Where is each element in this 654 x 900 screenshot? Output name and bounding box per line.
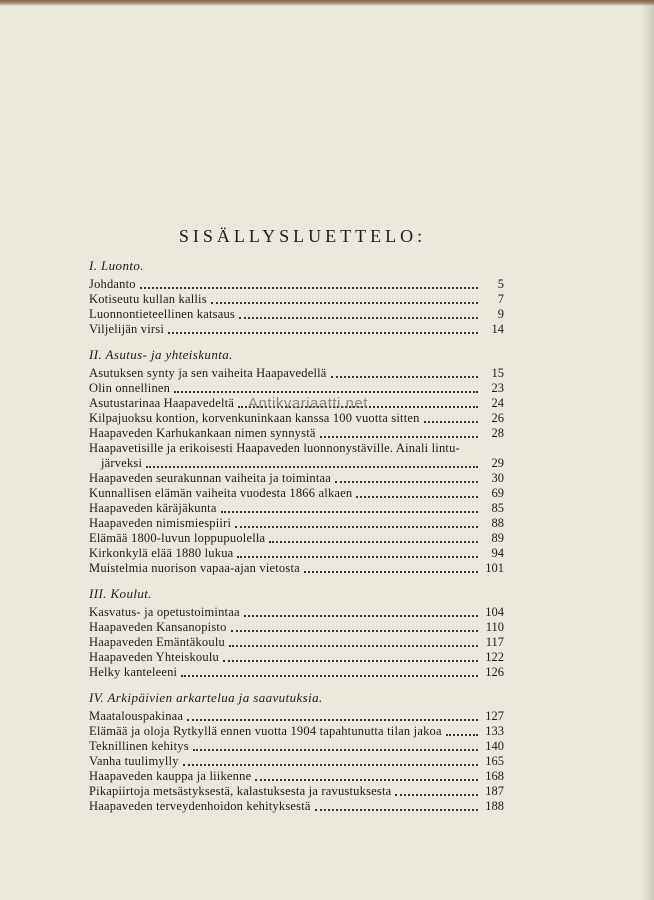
toc-entry-title: Haapaveden Kansanopisto <box>89 620 227 634</box>
toc-entry-leader-dots <box>181 665 478 677</box>
toc-entry-page-number: 9 <box>497 307 504 322</box>
toc-entry-leader-dots <box>315 799 478 811</box>
toc-entry-page-number: 7 <box>497 292 504 307</box>
toc-entry-leader-dots <box>304 561 478 573</box>
toc-entry <box>89 456 504 471</box>
toc-entry-leader-dots <box>231 620 478 632</box>
toc-entry-title: Haapaveden Yhteiskoulu <box>89 650 219 664</box>
toc-entry-page-number: 28 <box>491 426 504 441</box>
toc-entry-title: Maatalouspakinaa <box>89 709 184 723</box>
toc-entry <box>89 635 504 650</box>
toc-entry-title: Haapaveden Emäntäkoulu <box>89 635 225 649</box>
toc-entry-page-number: 165 <box>485 754 504 768</box>
toc-section <box>89 690 504 814</box>
toc-entry-title: Haapaveden nimismiespiiri <box>89 516 232 530</box>
toc-entry <box>89 769 504 784</box>
section-heading: IV. Arkipäivien arkartelua ja saavutuksia. <box>89 689 323 705</box>
toc-entry-leader-dots <box>140 277 478 289</box>
toc-entry-title: Muistelmia nuorison vapaa-ajan vietosta <box>89 561 300 575</box>
toc-entry-leader-dots <box>146 456 478 468</box>
toc-entry <box>89 546 504 561</box>
toc-entry-page-number: 23 <box>491 381 504 396</box>
toc-entry-page-number: 14 <box>491 322 504 337</box>
toc-entry-page-number: 127 <box>485 709 504 723</box>
toc-entry-page-number: 101 <box>485 561 504 575</box>
toc-entry-title: Haapaveden käräjäkunta <box>89 501 217 515</box>
toc-entry-page-number: 69 <box>491 486 504 500</box>
toc-entry-page-number: 88 <box>491 516 504 530</box>
section-heading: I. Luonto. <box>89 258 144 273</box>
toc-entry-leader-dots <box>237 546 478 558</box>
toc-entry-leader-dots <box>187 709 478 721</box>
toc-entry-title: Luonnontieteellinen katsaus <box>89 307 235 322</box>
toc-entry-title: Kirkonkylä elää 1880 lukua <box>89 546 234 560</box>
toc-entry-leader-dots <box>331 366 478 378</box>
toc-entry-title: Asutustarinaa Haapavedeltä <box>89 396 235 411</box>
toc-entry-leader-dots <box>356 486 478 498</box>
toc-entry-page-number: 30 <box>491 471 504 485</box>
toc-entry-title: Teknillinen kehitys <box>89 739 189 753</box>
toc-entry-title: Haapaveden seurakunnan vaiheita ja toimintaa <box>89 471 332 485</box>
toc-entry-leader-dots <box>446 724 478 736</box>
toc-entry-page-number: 126 <box>485 665 504 679</box>
toc-entry-title: Haapaveden kauppa ja liikenne <box>89 769 252 783</box>
toc-entry-leader-dots <box>320 426 478 438</box>
toc-entry-leader-dots <box>211 292 478 304</box>
toc-entry-page-number: 104 <box>485 605 504 619</box>
toc-entry-leader-dots <box>229 635 478 647</box>
toc-entry-title: Vanha tuulimylly <box>89 754 179 768</box>
toc-entry-leader-dots <box>395 784 478 796</box>
toc-entry-title: Elämää 1800-luvun loppupuolella <box>89 531 266 545</box>
toc-entry <box>89 501 504 516</box>
toc-entry <box>89 322 504 337</box>
toc-entry <box>89 709 504 724</box>
toc-entry-page-number: 110 <box>485 620 504 634</box>
section-heading: II. Asutus- ja yhteiskunta. <box>89 347 233 362</box>
toc-entry-page-number: 122 <box>485 650 504 664</box>
toc-entry-page-number: 89 <box>491 531 504 545</box>
toc-entry <box>89 277 504 292</box>
toc-entry-page-number: 24 <box>491 396 504 411</box>
toc-entry-title: Helky kanteleeni <box>89 665 178 679</box>
toc-section <box>89 586 504 680</box>
toc-entry-leader-dots <box>193 739 478 751</box>
toc-entry-page-number: 94 <box>491 546 504 560</box>
toc-entry-leader-dots <box>255 769 478 781</box>
section-heading: III. Koulut. <box>89 585 152 601</box>
toc-entry-page-number: 117 <box>485 635 504 649</box>
page-right-shadow <box>642 0 654 900</box>
toc-entry <box>89 486 504 501</box>
toc-entry-leader-dots <box>221 501 478 513</box>
toc-entry-leader-dots <box>424 411 478 423</box>
toc-entry-title: Elämää ja oloja Rytkyllä ennen vuotta 1904 tapahtunutta tilan jakoa <box>89 724 442 738</box>
toc-entry-leader-dots <box>269 531 478 543</box>
watermark: Antikvariaatti.net <box>248 395 368 412</box>
toc-entry-page-number: 140 <box>485 739 504 753</box>
toc-entry <box>89 366 504 381</box>
toc-entry-leader-dots <box>244 605 478 617</box>
toc-entry-page-number: 29 <box>491 456 504 470</box>
toc-entry-page-number: 168 <box>485 769 504 783</box>
toc-entry-title: Viljelijän virsi <box>89 322 165 337</box>
toc-entry-leader-dots <box>235 516 478 528</box>
toc-entry-page-number: 188 <box>485 799 504 813</box>
toc-entry-leader-dots <box>183 754 478 766</box>
toc-entry-title: Olin onnellinen <box>89 381 171 396</box>
toc-entry <box>89 650 504 665</box>
toc-entry-page-number: 187 <box>485 784 504 798</box>
toc-entry-leader-dots <box>335 471 478 483</box>
toc-entry-title-line: Haapavetisille ja erikoisesti Haapaveden luonnonystäville. Ainali lintu- <box>89 441 460 455</box>
toc-entry-leader-dots <box>174 381 478 393</box>
toc-entry-leader-dots <box>168 322 478 334</box>
toc-entry <box>89 426 504 441</box>
toc-entry-title: Kilpajuoksu kontion, korvenkuninkaan kanssa 100 vuotta sitten <box>89 411 420 426</box>
toc-entry <box>89 784 504 799</box>
toc-entry-page-number: 85 <box>491 501 504 515</box>
toc-entry-title: Haapaveden Karhukankaan nimen synnystä <box>89 426 316 441</box>
toc-entry-title: Johdanto <box>89 277 136 292</box>
toc-entry <box>89 411 504 426</box>
table-of-contents <box>89 226 504 814</box>
toc-entry-title: Kotiseutu kullan kallis <box>89 292 207 307</box>
toc-entry-title: Asutuksen synty ja sen vaiheita Haapavedellä <box>89 366 327 381</box>
toc-entry-title: Kunnallisen elämän vaiheita vuodesta 1866 alkaen <box>89 486 353 500</box>
toc-entry-title: Haapaveden terveydenhoidon kehityksestä <box>89 799 311 813</box>
page-top-edge <box>0 0 654 6</box>
toc-entry <box>89 292 504 307</box>
toc-entry <box>89 381 504 396</box>
toc-entry <box>89 471 504 486</box>
toc-entry <box>89 754 504 769</box>
toc-entry-page-number: 5 <box>497 277 504 292</box>
toc-entry-leader-dots <box>223 650 478 662</box>
toc-section <box>89 258 504 337</box>
toc-entry <box>89 531 504 546</box>
toc-entry <box>89 799 504 814</box>
toc-title: SISÄLLYSLUETTELO: <box>178 226 427 246</box>
toc-entry <box>89 724 504 739</box>
toc-section <box>89 347 504 576</box>
toc-entry <box>89 739 504 754</box>
toc-entry-page-number: 26 <box>491 411 504 426</box>
toc-sections <box>89 258 504 814</box>
toc-entry-title: Pikapiirtoja metsästyksestä, kalastuksesta ja ravustuksesta <box>89 784 392 798</box>
toc-entry <box>89 620 504 635</box>
toc-entry-page-number: 15 <box>491 366 504 381</box>
toc-entry <box>89 307 504 322</box>
toc-entry-title: järveksi <box>101 456 143 470</box>
toc-entry-page-number: 133 <box>485 724 504 738</box>
toc-entry <box>89 561 504 576</box>
toc-entry-leader-dots <box>239 307 478 319</box>
toc-entry <box>89 665 504 680</box>
toc-entry <box>89 516 504 531</box>
toc-entry <box>89 605 504 620</box>
toc-entry-title: Kasvatus- ja opetustoimintaa <box>89 605 240 619</box>
